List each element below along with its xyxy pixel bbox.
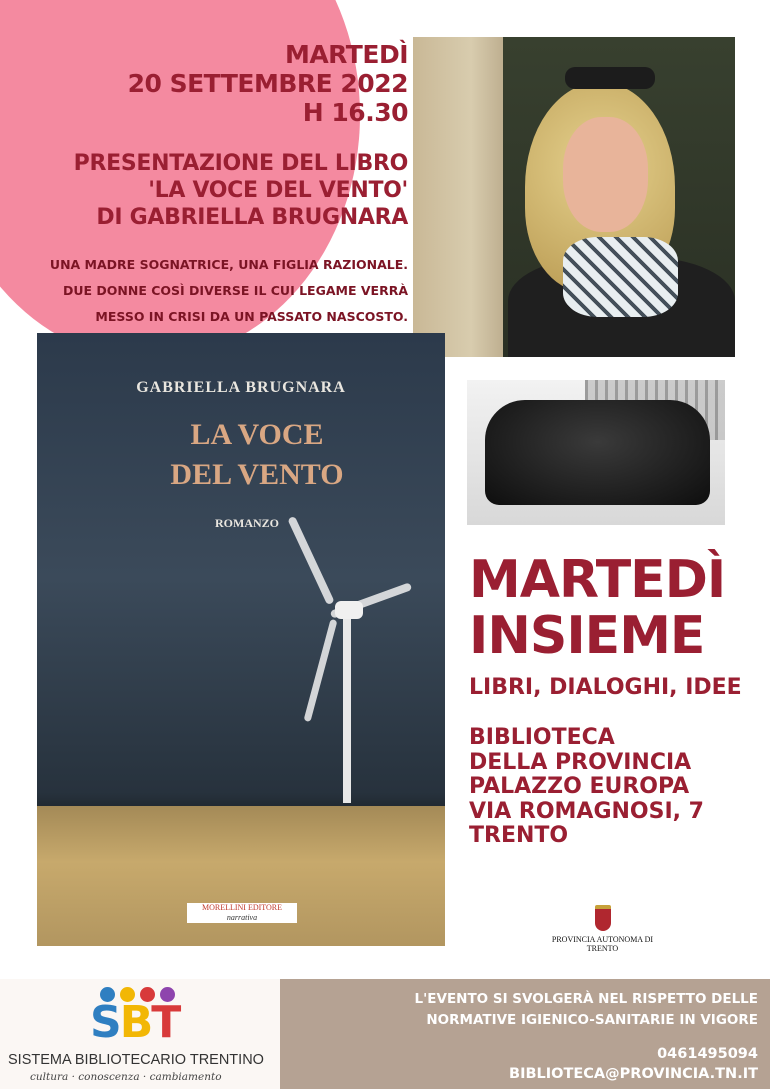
logo-letter: S (90, 997, 120, 1048)
venue-line-2: DELLA PROVINCIA (469, 749, 692, 775)
event-time: H 16.30 (302, 98, 408, 127)
wind-turbine-tower (343, 618, 351, 803)
author-photo (413, 37, 735, 357)
event-day: MARTEDÌ (284, 40, 408, 69)
book-title-line-2: DEL VENTO (170, 458, 344, 491)
book-genre: ROMANZO (215, 516, 279, 530)
tagline-line-2: DUE DONNE COSÌ DIVERSE IL CUI LEGAME VERRÀ (63, 283, 408, 298)
safety-note-line-1: L'EVENTO SI SVOLGERÀ NEL RISPETTO DELLE (414, 991, 758, 1007)
province-logo (540, 905, 665, 953)
presentation-line-3: DI GABRIELLA BRUGNARA (96, 205, 408, 230)
tagline-line-3: MESSO IN CRISI DA UN PASSATO NASCOSTO. (95, 309, 408, 324)
photo-scarf (563, 237, 678, 317)
sofa-photo (467, 380, 725, 525)
publisher-series: narrativa (226, 913, 258, 922)
wind-turbine-blade (287, 516, 334, 605)
tagline-line-1: UNA MADRE SOGNATRICE, UNA FIGLIA RAZIONALE. (49, 257, 408, 272)
event-title-line-1: MARTEDÌ (469, 550, 726, 610)
wind-turbine-blade (304, 619, 338, 722)
photo-face (563, 117, 648, 232)
contact-info (509, 1044, 758, 1084)
org-motto: cultura · conoscenza · cambiamento (30, 1071, 222, 1083)
book-title (157, 415, 357, 495)
photo-sunglasses (565, 67, 655, 89)
venue-line-5: TRENTO (469, 823, 569, 848)
book-author: GABRIELLA BRUGNARA (136, 379, 346, 396)
event-title-line-2: INSIEME (469, 606, 705, 666)
tagline-block (50, 252, 408, 330)
venue-line-1: BIBLIOTECA (469, 725, 615, 750)
footer-bar (0, 979, 770, 1089)
wind-turbine-hub (335, 601, 363, 619)
event-subtitle: LIBRI, DIALOGHI, IDEE (469, 675, 742, 700)
sbt-logo (0, 979, 280, 1089)
logo-letter: B (119, 997, 152, 1048)
safety-note (415, 989, 758, 1031)
contact-email[interactable]: BIBLIOTECA@PROVINCIA.TN.IT (509, 1066, 758, 1082)
province-crest-icon (595, 905, 611, 931)
event-date: 20 SETTEMBRE 2022 (127, 69, 408, 98)
book-title-line-1: LA VOCE (190, 418, 324, 451)
publisher-name: MORELLINI EDITORE (201, 903, 283, 912)
logo-letters (90, 999, 179, 1047)
contact-phone[interactable]: 0461495094 (657, 1046, 758, 1062)
photo-leather-sofa (485, 400, 710, 505)
venue-line-3: PALAZZO EUROPA (469, 774, 690, 799)
presentation-block (74, 150, 408, 231)
presentation-line-2: 'LA VOCE DEL VENTO' (148, 178, 408, 203)
wheat-field (37, 806, 445, 946)
venue-line-4: VIA ROMAGNOSI, 7 (469, 798, 704, 824)
presentation-line-1: PRESENTAZIONE DEL LIBRO (73, 151, 408, 176)
publisher-logo (187, 903, 297, 923)
safety-note-line-2: NORMATIVE IGIENICO-SANITARIE IN VIGORE (426, 1012, 758, 1028)
event-series-title (469, 552, 725, 664)
venue-address (469, 726, 704, 849)
book-cover (37, 333, 445, 946)
province-name: PROVINCIA AUTONOMA DI TRENTO (551, 935, 654, 953)
event-date-block (128, 40, 408, 127)
logo-letter: T (151, 997, 180, 1048)
org-name: SISTEMA BIBLIOTECARIO TRENTINO (8, 1052, 264, 1068)
